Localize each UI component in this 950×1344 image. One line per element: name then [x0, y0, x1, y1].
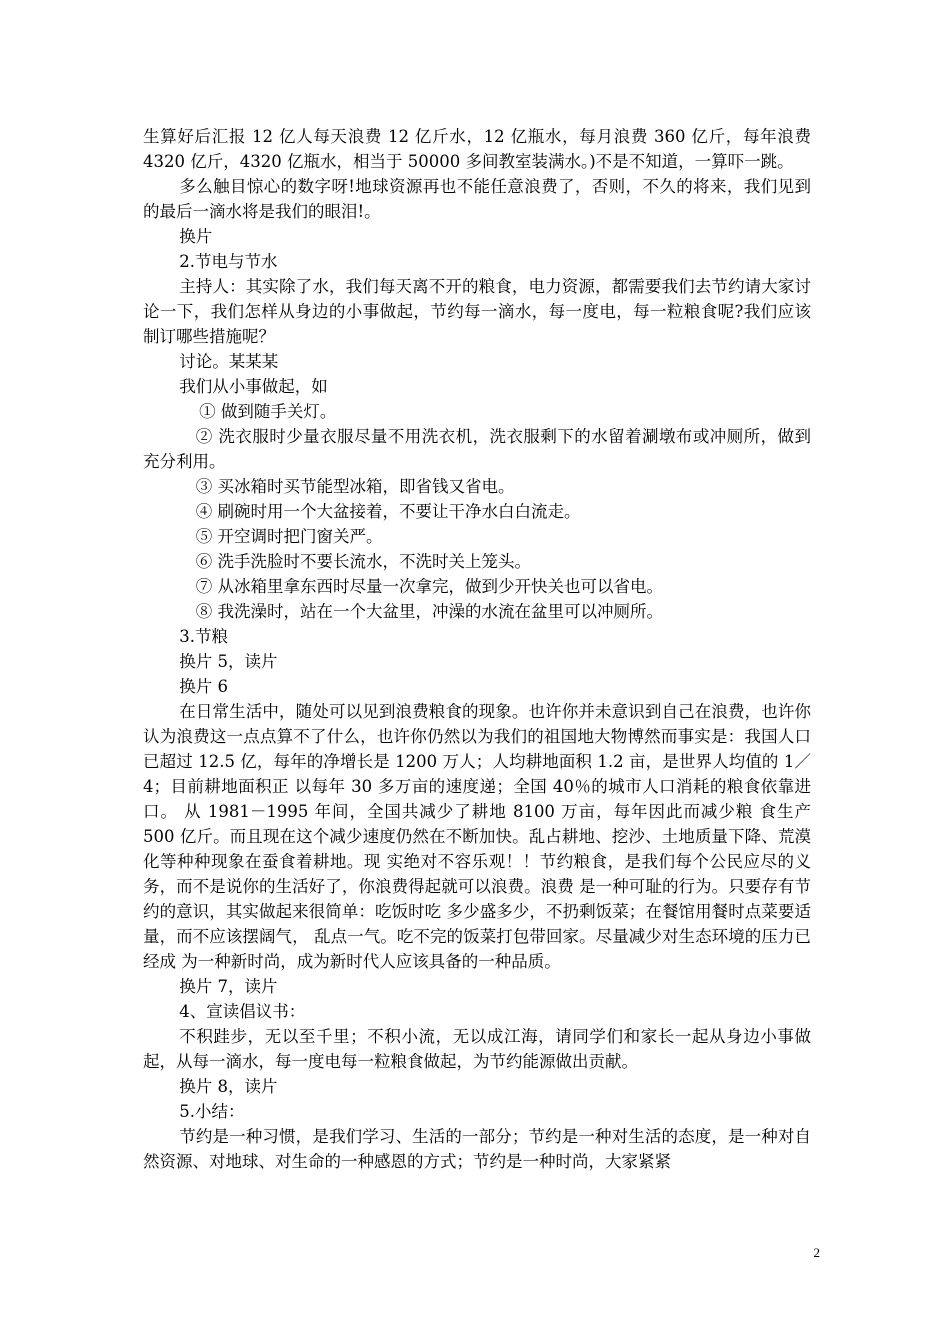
paragraph: 讨论。某某某: [179, 352, 279, 371]
list-item: ② 洗衣服时少量衣服尽量不用洗衣机，洗衣服剩下的水留着涮墩布或冲厕所，做到充分利用。: [143, 427, 811, 471]
list-item: ⑤ 开空调时把门窗关严。: [195, 527, 383, 546]
list-item: ⑦ 从冰箱里拿东西时尽量一次拿完，做到少开快关也可以省电。: [195, 577, 664, 596]
document-body: [143, 124, 811, 1174]
paragraph: 生算好后汇报 12 亿人每天浪费 12 亿斤水，12 亿瓶水，每月浪费 360 亿斤，每年浪费 4320 亿斤，4320 亿瓶水，相当于 50000 多间教室装满水。)不是不知道，一算吓一跳。: [143, 127, 811, 171]
paragraph: 换片 8，读片: [179, 1077, 278, 1096]
paragraph: 节约是一种习惯，是我们学习、生活的一部分；节约是一种对生活的态度，是一种对自然资源、对地球、对生命的一种感恩的方式；节约是一种时尚，大家紧紧: [143, 1127, 811, 1171]
list-item: ④ 刷碗时用一个大盆接着，不要让干净水白白流走。: [195, 502, 581, 521]
section-heading: 5.小结：: [179, 1102, 245, 1121]
paragraph: 换片 7，读片: [179, 977, 278, 996]
paragraph: 换片 5，读片: [179, 652, 278, 671]
paragraph: 不积跬步，无以至千里；不积小流，无以成江海，请同学们和家长一起从身边小事做起，从每一滴水，每一度电每一粒粮食做起，为节约能源做出贡献。: [143, 1027, 811, 1071]
paragraph: 主持人：其实除了水，我们每天离不开的粮食，电力资源，都需要我们去节约请大家讨论一下，我们怎样从身边的小事做起，节约每一滴水，每一度电，每一粒粮食呢?我们应该制订哪些措施呢？: [143, 277, 811, 346]
list-item: ⑧ 我洗澡时，站在一个大盆里，冲澡的水流在盆里可以冲厕所。: [195, 602, 664, 621]
list-item: ① 做到随手关灯。: [199, 402, 337, 421]
list-item: ③ 买冰箱时买节能型冰箱，即省钱又省电。: [195, 477, 515, 496]
section-heading: 4、宣读倡议书：: [179, 1002, 306, 1021]
paragraph: 我们从小事做起，如: [179, 377, 328, 396]
list-item: ⑥ 洗手洗脸时不要长流水，不洗时关上笼头。: [195, 552, 532, 571]
paragraph: 多么触目惊心的数字呀!地球资源再也不能任意浪费了，否则，不久的将来，我们见到的最后一滴水将是我们的眼泪!。: [143, 177, 811, 221]
section-heading: 2.节电与节水: [179, 252, 278, 271]
paragraph: 在日常生活中，随处可以见到浪费粮食的现象。也许你并未意识到自己在浪费，也许你认为浪费这一点点算不了什么，也许你仍然以为我们的祖国地大物博然而事实是：我国人口已超过 12.5 亿，每年的净增长是 1200 万人；人均耕地面积 1.2 亩，是世界人均值的 1／4；目前耕地面积正 以每年 30 多万亩的速度递；全国 40％的城市人口消耗的粮食依靠进口。 从 1981－1995 年间，全国共减少了耕地 8100 万亩，每年因此而减少粮 食生产 500 亿斤。而且现在这个减少速度仍然在不断加快。乱占耕地、挖沙、土地质量下降、荒漠化等种种现象在蚕食着耕地。现 实绝对不容乐观！！节约粮食，是我们每个公民应尽的义务，而不是说你的生活好了，你浪费得起就可以浪费。浪费 是一种可耻的行为。只要存有节约的意识，其实做起来很简单：吃饭时吃 多少盛多少，不扔剩饭菜；在餐馆用餐时点菜要适量，而不应该摆阔气， 乱点一气。吃不完的饭菜打包带回家。尽量减少对生态环境的压力已经成 为一种新时尚，成为新时代人应该具备的一种品质。: [143, 702, 811, 971]
paragraph: 换片 6: [179, 677, 229, 696]
section-heading: 3.节粮: [179, 627, 229, 646]
paragraph: 换片: [179, 227, 213, 246]
page-number: 2: [813, 1245, 820, 1260]
